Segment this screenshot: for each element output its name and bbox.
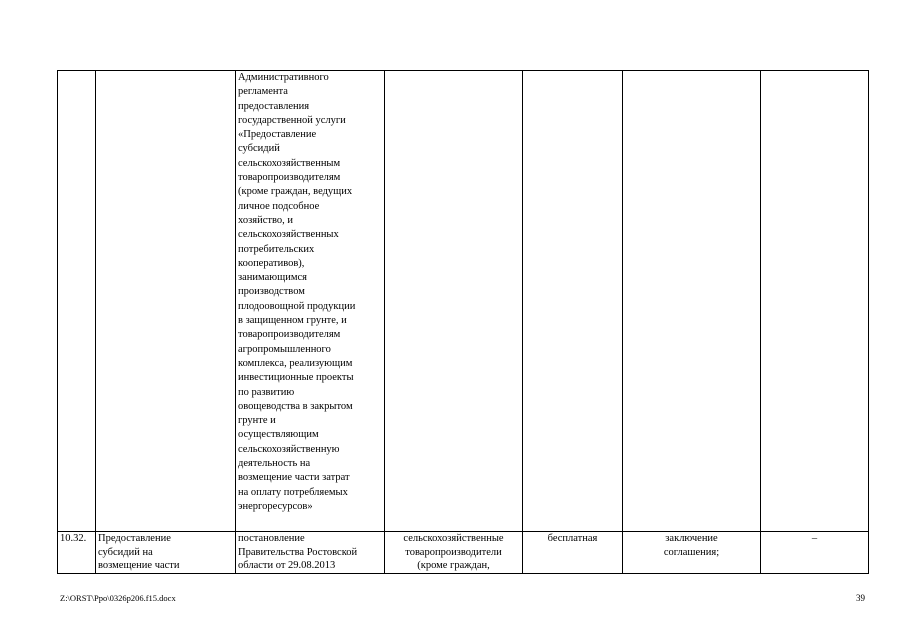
text-line: сельскохозяйственных [238,229,339,241]
text-line: овощеводства в закрытом [238,400,353,412]
table-row [58,71,869,532]
text-line: осуществляющим [238,429,319,441]
cell-num [58,71,96,532]
name-text [98,532,233,573]
text-line: возмещение части [98,560,180,571]
text-line: Правительства Ростовской [238,546,358,558]
cell-name [96,532,236,574]
page-number: 39 [856,593,865,603]
text-line: инвестиционные проекты [238,372,354,384]
text-line: постановление [238,533,305,544]
table-row [58,532,869,574]
text-line: потребительских [238,243,315,255]
cell-extra [761,71,869,532]
cell-result [623,71,761,532]
text-line: возмещение части затрат [238,472,350,484]
recipients-text [387,532,520,573]
text-line: плодоовощной продукции [238,300,356,312]
services-table [57,70,869,574]
text-line: области от 29.08.2013 [238,560,336,571]
cell-recipients [385,71,523,532]
text-line: кооперативов), [238,257,305,269]
text-line: регламента [238,86,288,98]
result-text [625,532,758,559]
text-line: на оплату потребляемых [238,486,348,498]
text-line: комплекса, реализующим [238,357,353,369]
cell-extra: – [761,532,869,574]
cell-result [623,532,761,574]
text-line: агропромышленного [238,343,331,355]
text-line: предоставления [238,100,310,112]
text-line: деятельность на [238,458,311,470]
cell-basis [236,71,385,532]
text-line: хозяйство, и [238,214,293,226]
text-line: «Предоставление [238,129,317,141]
text-line: Предоставление [98,533,171,544]
text-line: Административного [238,72,329,83]
basis-text [238,532,382,573]
cell-basis [236,532,385,574]
file-path: Z:\ORST\Ppo\0326p206.f15.docx [60,593,176,603]
cell-cost: бесплатная [523,532,623,574]
text-line: сельскохозяйственную [238,443,340,455]
cell-name [96,71,236,532]
text-line: производством [238,286,305,298]
text-line: государственной услуги [238,114,346,126]
text-line: грунте и [238,415,276,427]
text-line: занимающимся [238,272,307,284]
text-line: личное подсобное [238,200,320,212]
cell-num: 10.32. [58,532,96,574]
text-line: энергоресурсов» [238,500,313,512]
text-line: сельскохозяйственные [403,533,504,544]
text-line: соглашения; [663,546,720,558]
text-line: по развитию [238,386,295,398]
text-line: сельскохозяйственным [238,157,341,169]
text-line: в защищенном грунте, и [238,315,347,327]
text-line: субсидий на [98,546,153,558]
basis-text [238,71,382,514]
cell-recipients [385,532,523,574]
text-line: товаропроизводителям [238,329,341,341]
text-line: товаропроизводителям [238,172,341,184]
text-line: (кроме граждан, [417,560,490,571]
text-line: товаропроизводители [405,546,502,558]
text-line: (кроме граждан, ведущих [238,186,353,198]
cell-cost [523,71,623,532]
text-line: заключение [665,533,718,544]
text-line: субсидий [238,143,280,155]
